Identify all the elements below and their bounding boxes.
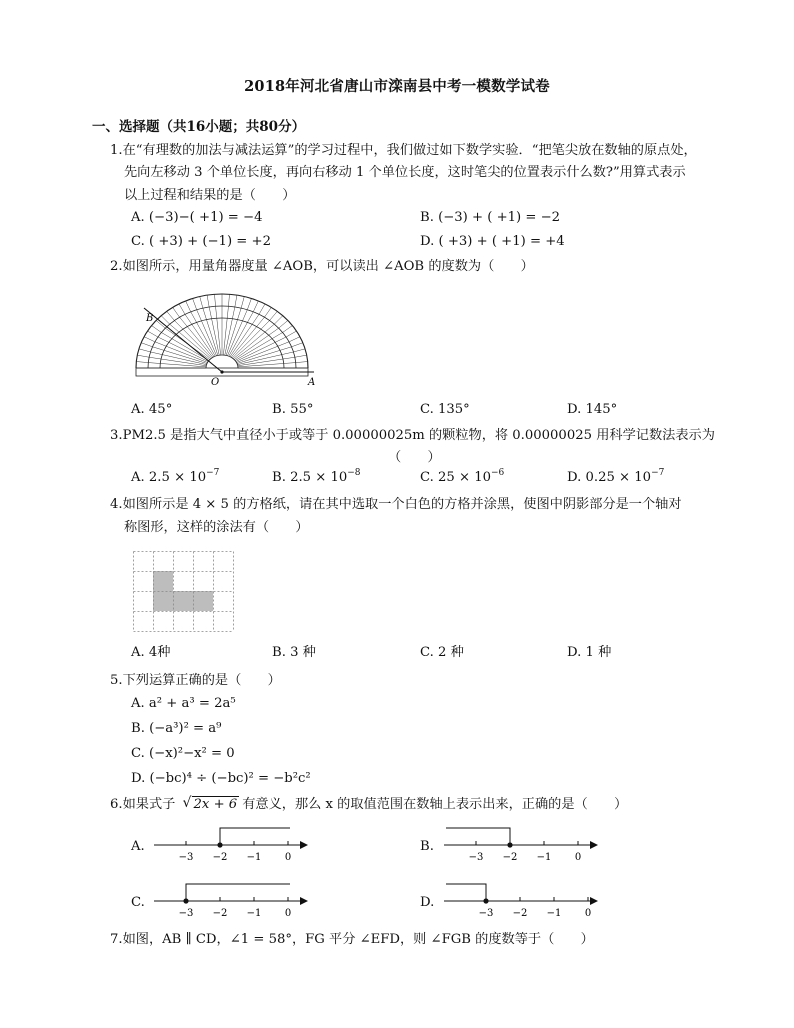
q1-option-c: C. ( +3) + (−1) = +2: [131, 234, 271, 249]
axis-tick-label: 0: [574, 852, 582, 863]
number-line-d: [440, 878, 600, 922]
axis-tick-label: −3: [468, 852, 484, 863]
q4-option-c: C. 2 种: [420, 645, 464, 660]
axis-tick-label: −2: [212, 852, 228, 863]
number-line-b: [440, 822, 600, 866]
q1-line-3: 以上过程和结果的是（ ）: [124, 188, 296, 203]
q1-option-d: D. ( +3) + ( +1) = +4: [420, 234, 565, 249]
q3-option-d: D. $0.25 \times 10^{-7}$: [567, 468, 665, 485]
q6-option-b-label: B.: [420, 839, 434, 854]
q1-line-1: 1.在“有理数的加法与减法运算”的学习过程中，我们做过如下数学实验．“把笔尖放在数轴的原点处，: [110, 143, 697, 158]
q2-option-b: B. 55°: [272, 402, 314, 417]
q6-option-a-label: A.: [131, 839, 145, 854]
q2-option-d: D. 145°: [567, 402, 618, 417]
axis-tick-label: −1: [536, 852, 552, 863]
axis-tick-label: −1: [246, 852, 262, 863]
q6-line-1: 6.如果式子 √ 2x + 6 有意义，那么 x 的取值范围在数轴上表示出来，正确的是（ ）: [110, 795, 628, 812]
q4-line-1: 4.如图所示是 4 × 5 的方格纸，请在其中选取一个白色的方格并涂黑，使图中阴影部分是一个轴对: [110, 497, 682, 512]
sqrt-expression: √ 2x + 6: [182, 795, 238, 812]
q5-option-b: B. (−a³)² = a⁹: [131, 721, 222, 736]
q6-option-c-label: C.: [131, 895, 145, 910]
q2-option-c: C. 135°: [420, 402, 470, 417]
q3-option-a: A. $2.5 \times 10^{-7}$: [131, 468, 220, 485]
axis-tick-label: −1: [546, 908, 562, 919]
label-a: A: [308, 377, 316, 388]
q2-option-a: A. 45°: [131, 402, 173, 417]
grid-figure: [133, 551, 234, 632]
protractor-figure: [130, 288, 320, 390]
axis-tick-label: 0: [284, 852, 292, 863]
q3-option-b: B. $2.5 \times 10^{-8}$: [272, 468, 361, 485]
number-line-a: [150, 822, 310, 866]
q3-option-c: C. $25 \times 10^{-6}$: [420, 468, 505, 485]
axis-tick-label: −2: [512, 908, 528, 919]
axis-tick-label: −3: [478, 908, 494, 919]
axis-tick-label: −1: [246, 908, 262, 919]
q3-line-2: （ ）: [388, 450, 441, 465]
q4-option-b: B. 3 种: [272, 645, 316, 660]
axis-tick-label: 0: [284, 908, 292, 919]
q4-line-2: 称图形，这样的涂法有（ ）: [124, 520, 309, 535]
q1-option-b: B. (−3) + ( +1) = −2: [420, 210, 561, 225]
q5-option-a: A. a² + a³ = 2a⁵: [131, 696, 236, 711]
q1-line-2: 先向左移动 3 个单位长度，再向右移动 1 个单位长度，这时笔尖的位置表示什么数?”用算式表示: [124, 165, 686, 180]
q7-line-1: 7.如图，AB ∥ CD，∠1 = 58°，FG 平分 ∠EFD，则 ∠FGB 的度数等于（ ）: [110, 932, 594, 947]
q5-line-1: 5.下列运算正确的是（ ）: [110, 673, 281, 688]
section-heading: 一、选择题（共16小题；共80分）: [92, 119, 306, 135]
q3-line-1: 3.PM2.5 是指大气中直径小于或等于 0.00000025m 的颗粒物，将 0.00000025 用科学记数法表示为: [110, 428, 715, 443]
axis-tick-label: −2: [502, 852, 518, 863]
number-line-c: [150, 878, 310, 922]
q1-option-a: A. (−3)−( +1) = −4: [131, 210, 263, 225]
label-o: O: [211, 377, 220, 388]
q5-option-d: D. (−bc)⁴ ÷ (−bc)² = −b²c²: [131, 771, 311, 786]
q5-option-c: C. (−x)²−x² = 0: [131, 746, 235, 761]
axis-tick-label: 0: [584, 908, 592, 919]
label-b: B: [146, 313, 154, 324]
page-title: 2018年河北省唐山市滦南县中考一模数学试卷: [244, 78, 550, 95]
q4-option-d: D. 1 种: [567, 645, 612, 660]
axis-tick-label: −2: [212, 908, 228, 919]
axis-tick-label: −3: [178, 852, 194, 863]
q4-option-a: A. 4种: [131, 645, 171, 660]
axis-tick-label: −3: [178, 908, 194, 919]
q2-line-1: 2.如图所示，用量角器度量 ∠AOB，可以读出 ∠AOB 的度数为（ ）: [110, 259, 534, 274]
q6-option-d-label: D.: [420, 895, 435, 910]
